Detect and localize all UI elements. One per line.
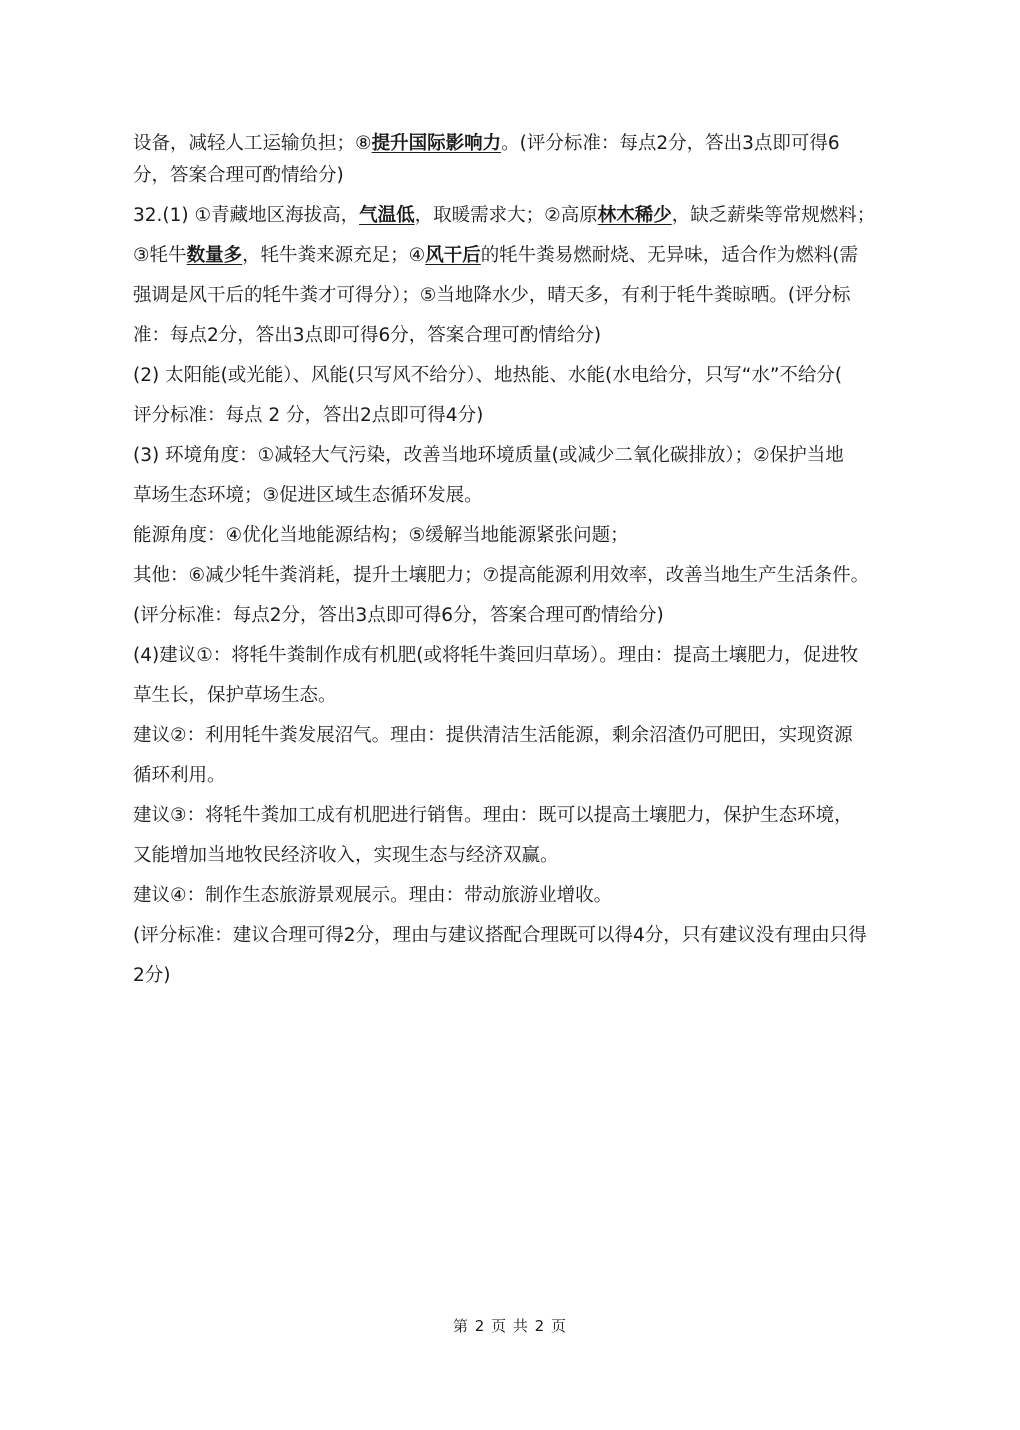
text-line — [133, 880, 893, 912]
text-segment: 设备，减轻人工运输负担；⑧ — [133, 133, 372, 154]
text-segment: (4)建议①：将牦牛粪制作成有机肥(或将牦牛粪回归草场）。理由：提高土壤肥力，促进牧 — [133, 645, 859, 666]
text-segment: 草生长，保护草场生态。 — [133, 685, 337, 706]
text-line — [133, 560, 893, 592]
text-line — [133, 128, 893, 160]
text-segment: ③牦牛 — [133, 245, 187, 266]
text-segment: ，缺乏薪柴等常规燃料； — [671, 205, 876, 226]
key-point-highlight: 林木稀少 — [597, 205, 672, 226]
text-segment: 建议④：制作生态旅游景观展示。理由：带动旅游业增收。 — [133, 885, 613, 906]
text-line — [133, 240, 893, 272]
text-line — [133, 680, 893, 712]
text-line — [133, 720, 893, 752]
text-line — [133, 640, 893, 672]
text-line — [133, 760, 893, 792]
text-line — [133, 480, 893, 512]
text-segment: 强调是风干后的牦牛粪才可得分）；⑤当地降水少，晴天多，有利于牦牛粪晾晒。(评分标 — [133, 285, 851, 306]
text-segment: 循环利用。 — [133, 765, 226, 786]
text-segment: 又能增加当地牧民经济收入，实现生态与经济双赢。 — [133, 845, 559, 866]
text-line — [133, 960, 893, 992]
text-segment: 草场生态环境；③促进区域生态循环发展。 — [133, 485, 483, 506]
key-point-highlight: 气温低 — [359, 205, 415, 226]
text-segment: (评分标准：每点2分，答出3点即可得6分，答案合理可酌情给分) — [133, 605, 664, 626]
text-line — [133, 200, 893, 232]
text-segment: 建议②：利用牦牛粪发展沼气。理由：提供清洁生活能源，剩余沼渣仍可肥田，实现资源 — [133, 725, 853, 746]
text-segment: 。(评分标准：每点2分，答出3点即可得6 — [501, 133, 840, 154]
text-segment: (2) 太阳能(或光能）、风能(只写风不给分）、地热能、水能(水电给分，只写“水”不给分( — [133, 365, 843, 386]
text-line — [133, 600, 893, 632]
page-number-footer: 第 2 页 共 2 页 — [453, 1317, 567, 1335]
text-segment: ，取暖需求大；②高原 — [414, 205, 598, 226]
key-point-highlight: 提升国际影响力 — [371, 133, 502, 154]
answer-text-body — [133, 128, 893, 992]
text-line — [133, 440, 893, 472]
text-segment: 建议③：将牦牛粪加工成有机肥进行销售。理由：既可以提高土壤肥力，保护生态环境， — [133, 805, 853, 826]
text-segment: 评分标准：每点 2 分，答出2点即可得4分) — [133, 405, 484, 426]
text-segment: 其他：⑥减少牦牛粪消耗，提升土壤肥力；⑦提高能源利用效率，改善当地生产生活条件。 — [133, 565, 870, 586]
text-segment: 能源角度：④优化当地能源结构；⑤缓解当地能源紧张问题； — [133, 525, 629, 546]
text-line — [133, 280, 893, 312]
text-segment: 2分) — [133, 965, 171, 986]
text-line — [133, 360, 893, 392]
key-point-highlight: 风干后 — [425, 245, 481, 266]
key-point-highlight: 数量多 — [186, 245, 243, 266]
text-segment: 分，答案合理可酌情给分) — [133, 165, 344, 186]
text-segment: ，牦牛粪来源充足；④ — [242, 245, 426, 266]
text-line — [133, 320, 893, 352]
text-line — [133, 800, 893, 832]
text-segment: (3) 环境角度：①减轻大气污染，改善当地环境质量(或减少二氧化碳排放）；②保护当地 — [133, 445, 844, 466]
text-segment: (评分标准：建议合理可得2分，理由与建议搭配合理既可以得4分，只有建议没有理由只得 — [133, 925, 867, 946]
text-segment: 32.(1) ①青藏地区海拔高， — [133, 205, 360, 226]
text-line — [133, 920, 893, 952]
text-segment: 准：每点2分，答出3点即可得6分，答案合理可酌情给分) — [133, 325, 602, 346]
text-line — [133, 840, 893, 872]
text-line — [133, 400, 893, 432]
text-line — [133, 520, 893, 552]
text-segment: 的牦牛粪易燃耐烧、无异味，适合作为燃料(需 — [480, 245, 858, 266]
text-line — [133, 160, 893, 192]
